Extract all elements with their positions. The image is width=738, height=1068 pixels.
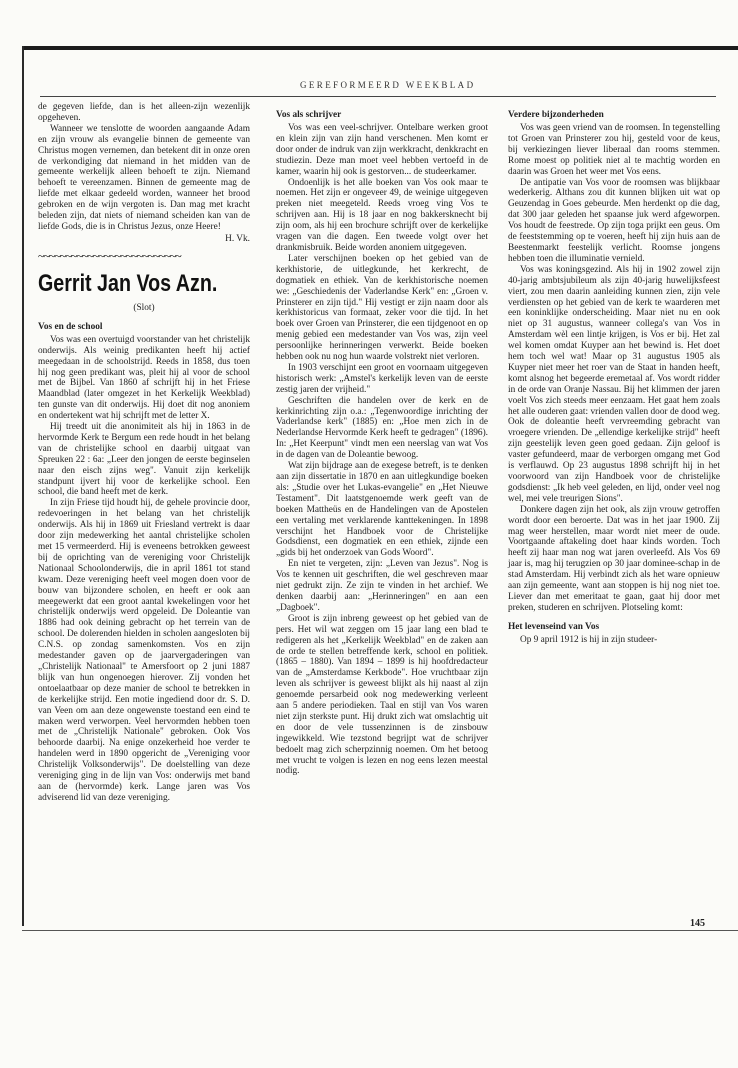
article-title: Gerrit Jan Vos Azn.	[38, 269, 218, 297]
body-paragraph: Hij treedt uit die anonimiteit als hij in 1863 in de hervormde Kerk te Bergum een rede houdt in het belang van de christelijke school en daarbij uitgaat van Spreuken 22 : 6a: „Leer den jongen de eerste beginselen naar den eisch zijns weg". Vanuit zijn kerkelijk standpunt ijvert hij voor de kerkelijke school. Een school, die band heeft met de kerk.	[38, 422, 250, 498]
top-border-rule	[22, 46, 738, 50]
running-header: GEREFORMEERD WEEKBLAD	[300, 80, 476, 90]
column-3	[508, 102, 720, 646]
body-paragraph: Vos was geen vriend van de roomsen. In tegenstelling tot Groen van Prinsterer zou hij, gesteld voor de keus, bij verkiezingen liever liberaal dan rooms stemmen. Rome moest op politiek niet al te machtig worden en daarin was Groen het weer met Vos eens.	[508, 123, 720, 177]
body-paragraph: Groot is zijn inbreng geweest op het gebied van de pers. Het wil wat zeggen om 15 jaar lang een blad te redigeren als het „Kerkelijk Weekblad" en de zaken aan de orde te stellen betreffende kerk, school en politiek. (1865 – 1880). Van 1894 – 1899 is hij hoofdredacteur van de „Amsterdamse Kerkbode". Hoe vruchtbaar zijn leven als schrijver is geweest blijkt als hij naast al zijn genoemde persarbeid ook nog medewerking verleent aan 5 andere periodieken. Taal en stijl van Vos waren niet zijn sterkste punt. Hij drukt zich wat omslachtig uit en door de vele tussenzinnen is de zinsbouw ingewikkeld. Wie tezstond begrijpt wat de schrijver bedoelt mag zich scherpzinnig noemen. Om het betoog met vrucht te volgen is lezen en nog eens lezen meestal nodig.	[276, 613, 488, 777]
body-paragraph: Ondoenlijk is het alle boeken van Vos ook maar te noemen. Het zijn er ongeveer 49, de weinige uitgegeven preken niet meegeteld. Reeds vroeg ving Vos te schrijven aan. Hij is 18 jaar en nog bakkersknecht bij zijn oom, als hij een brochure schrijft over de kerkelijke vragen van die dagen. Een tweede volgt over het drankmisbruik. Beide worden anoniem uitgegeven.	[276, 177, 488, 253]
prev-article-signature: H. Vk.	[225, 233, 250, 244]
article-subtitle: (Slot)	[133, 302, 155, 313]
body-paragraph: In 1903 verschijnt een groot en voornaam uitgegeven historisch werk: „Amstel's kerkelijk leven van de eerste zestig jaren der vrijheid."	[276, 362, 488, 395]
body-paragraph: Donkere dagen zijn het ook, als zijn vrouw getroffen wordt door een beroerte. Dat was in het jaar 1900. Zij mag weer herstellen, maar wordt niet meer de oude. Voortgaande aftakeling doet haar kinds worden. Toch heeft zij haar man nog wat jaren overleefd. Als Vos 69 jaar is, mag hij terugzien op 30 jaar dominee-schap in de stad Amsterdam. Hij verbindt zich als het ware opnieuw aan zijn gemeente, want aan stoppen is hij nog niet toe. Liever dan met emeritaat te gaan, gaat hij door met preken, studeren en schrijven. Plotseling komt:	[508, 504, 720, 613]
section-heading-bijzonderheden: Verdere bijzonderheden	[508, 110, 604, 120]
page-number: 145	[690, 918, 705, 929]
header-rule	[40, 96, 716, 97]
section-heading-school: Vos en de school	[38, 321, 103, 332]
body-paragraph: Vos was koningsgezind. Als hij in 1902 zowel zijn 40-jarig ambtsjubileum als zijn 40-jarig huwelijksfeest viert, zou men daarin aanleiding kunnen zien, zijn vele verdiensten op het gebied van de kerk te waarderen met een koninklijke onderscheiding. Maar niet nu en ook niet op 31 augustus, wanneer collega's van Vos in Amsterdam wèl een lintje krijgen, is Vos er bij. Het zal wel komen omdat Kuyper aan het bewind is. Het doet hem toch wel wat! Maar op 31 augustus 1905 als Kuyper niet meer het roer van de Staat in handen heeft, komt alsnog het begeerde eremetaal af. Vos wordt ridder in de orde van Oranje Nassau. Bij het klimmen der jaren voelt Vos zich steeds meer eenzaam. Het gaat hem zoals het alle ouderen gaat: vrienden vallen door de dood weg. Ook de doleantie heeft vervreemding gebracht van vroegere vrienden. De „ellendige kerkelijke strijd" heeft zijn geestelijk leven geen goed gedaan. Zijn geloof is vaster gefundeerd, maar de verborgen omgang met God is verflauwd. Op 23 augustus 1898 schrijft hij in het voorwoord van zijn Handboek voor de christelijke godsdienst: „Ik heb veel geleden, en lijd, onder veel nog wel, mei vele treurigen Sions".	[508, 264, 720, 504]
body-paragraph: Wat zijn bijdrage aan de exegese betreft, is te denken aan zijn dissertatie in 1870 en aan uitlegkundige boeken als: „Studie over het Lukas-evangelie" en „Het Nieuwe Testament". Dit laatstgenoemde werk geeft van de boeken Mattheüs en de Handelingen van de Apostelen een vertaling met verklarende kanttekeningen. In 1898 verschijnt het Handboek voor de Christelijke Godsdienst, een dogmatiek en een ethiek, zijnde een „gids bij het onderzoek van Gods Woord".	[276, 461, 488, 559]
body-paragraph: Op 9 april 1912 is hij in zijn studeer-	[520, 634, 658, 645]
body-paragraph: En niet te vergeten, zijn: „Leven van Jezus". Nog is Vos te kennen uit geschriften, die wel geschreven maar niet gedrukt zijn. Ze zijn te vinden in het archief. We denken daarbij aan: „Herinneringen" en aan een „Dagboek".	[276, 559, 488, 613]
body-paragraph: De antipatie van Vos voor de roomsen was blijkbaar wederkerig. Althans zou dit kunnen blijken uit wat op Geuzendag in Goes gebeurde. Men herdenkt op die dag, dat 300 jaar geleden het spaanse juk werd afgeworpen. Vos houdt de feestrede. Op zijn toga prijkt een geus. Om de feeststemming op te voeren, heeft hij zijn huis aan de Beestenmarkt feestelijk verlicht. Roomse jongens hebben toen die illuminatie vernield.	[508, 177, 720, 264]
column-1	[38, 102, 250, 804]
left-border-rule	[22, 46, 24, 926]
prev-article-paragraph: de gegeven liefde, dan is het alleen-zijn wezenlijk opgeheven.	[38, 102, 250, 123]
section-heading-schrijver: Vos als schrijver	[276, 110, 342, 120]
body-paragraph: Later verschijnen boeken op het gebied van de kerkhistorie, de uitlegkunde, het kerkrecht, de dogmatiek en ethiek. Van de kerkhistorische noemen we: „Geschiedenis der Vaderlandse Kerk" en: „Groen v. Prinsterer en zijn tijd." Hij vestigt er zijn naam door als kerkhistoricus van formaat, zeker voor die tijd. In het boek over Groen van Prinsterer, die een tijdgenoot en op menig gebied een medestander van Vos was, zijn veel persoonlijke herinneringen verwerkt. Beide boeken hebben ook nu nog hun waarde volstrekt niet verloren.	[276, 253, 488, 363]
bottom-rule	[22, 930, 738, 931]
section-heading-levenseind: Het levenseind van Vos	[508, 621, 600, 632]
body-paragraph: Vos was een overtuigd voorstander van het christelijk onderwijs. Als weinig predikanten heeft hij actief meegedaan in de schoolstrijd. Reeds in 1858, dus toen hij nog geen predikant was, pleit hij al voor de school met de Bijbel. Van 1860 af schrijft hij in het Friese Maandblad (later omgezet in het Kerkelijk Weekblad) ten gunste van dit onderwijs. Hij doet dit nog anoniem en ondertekent wat hij schrijft met de letter X.	[38, 334, 250, 422]
body-paragraph: In zijn Friese tijd houdt hij, de gehele provincie door, redevoeringen in het belang van het christelijk onderwijs. Als hij in 1869 uit Friesland vertrekt is daar door zijn medewerking het aantal christelijke scholen met 15 vermeerderd. Hij is eveneens betrokken geweest bij de oprichting van de vereniging voor Christelijk Nationaal Schoolonderwijs, die in april 1861 tot stand kwam. Deze vereniging heeft veel mogen doen voor de bouw van bijzondere scholen, en heeft er ook aan meegewerkt dat een groot aantal kwekelingen voor het christelijk onderwijs werd opgeleid. De Doleantie van 1886 had ook deining gebracht op het terrein van de school. De dolerenden hielden in scholen aangesloten bij C.N.S. op zondag samenkomsten. Vos en zijn medestander gaven op de jaarvergaderingen van „Christelijk Nationaal" te Amersfoort op 2 juni 1887 blijk van hun ongenoegen hierover. Zij vonden het ontoelaatbaar op deze manier de school te betrekken in de kerkelijke strijd. Een motie ingediend door dr. S. D. van Veen om aan deze ongewenste toestand een eind te maken werd verworpen. Veel hervormden hebben toen met de „Christelijk Nationale" gebroken. Ook Vos behoorde daarbij. Na enige onzekerheid hoe verder te handelen werd in 1890 opgericht de „Vereniging voor Christelijk Volksonderwijs". De doelstelling van deze vereniging ging in de lijn van Vos: onderwijs met band aan de (hervormde) kerk. Lange jaren was Vos adviserend lid van deze vereniging.	[38, 498, 250, 803]
body-paragraph: Geschriften die handelen over de kerk en de kerkinrichting zijn o.a.: „Tegenwoordige inrichting der Vaderlandse kerk" (1885) en: „Hoe men zich in de Nederlandse Hervormde Kerk heeft te gedragen" (1896). In: „Het Keerpunt" vindt men een neerslag van wat Vos in de dagen van de Doleantie bewoog.	[276, 395, 488, 461]
section-divider-ornament: ~~~~~~~~~~~~~~~~~~~~~~~~~~	[38, 250, 181, 262]
prev-article-paragraph: Wanneer we tenslotte de woorden aangaande Adam en zijn vrouw als evangelie binnen de gemeente van Christus mogen vernemen, dan betekent dit in onze oren de verkondiging dat niemand in het midden van de gemeente werkelijk alleen behoeft te zijn. Niemand behoeft te vereenzamen. Binnen de gemeente mag de liefde met elkaar gedeeld worden, wanneer het brood gebroken en de wijn vergoten is. Dan mag met kracht beleden zijn, dat niets of niemand scheiden kan van de liefde Gods, die is in Christus Jezus, onze Heere!	[38, 123, 250, 232]
body-paragraph: Vos was een veel-schrijver. Ontelbare werken groot en klein zijn van zijn hand verschenen. Men komt er door onder de indruk van zijn werkkracht, denkkracht en studiezin. Deze man moet veel hebben vertoefd in de kamer, waarin hij ook is gestorven... de studeerkamer.	[276, 123, 488, 177]
column-2	[276, 102, 488, 777]
